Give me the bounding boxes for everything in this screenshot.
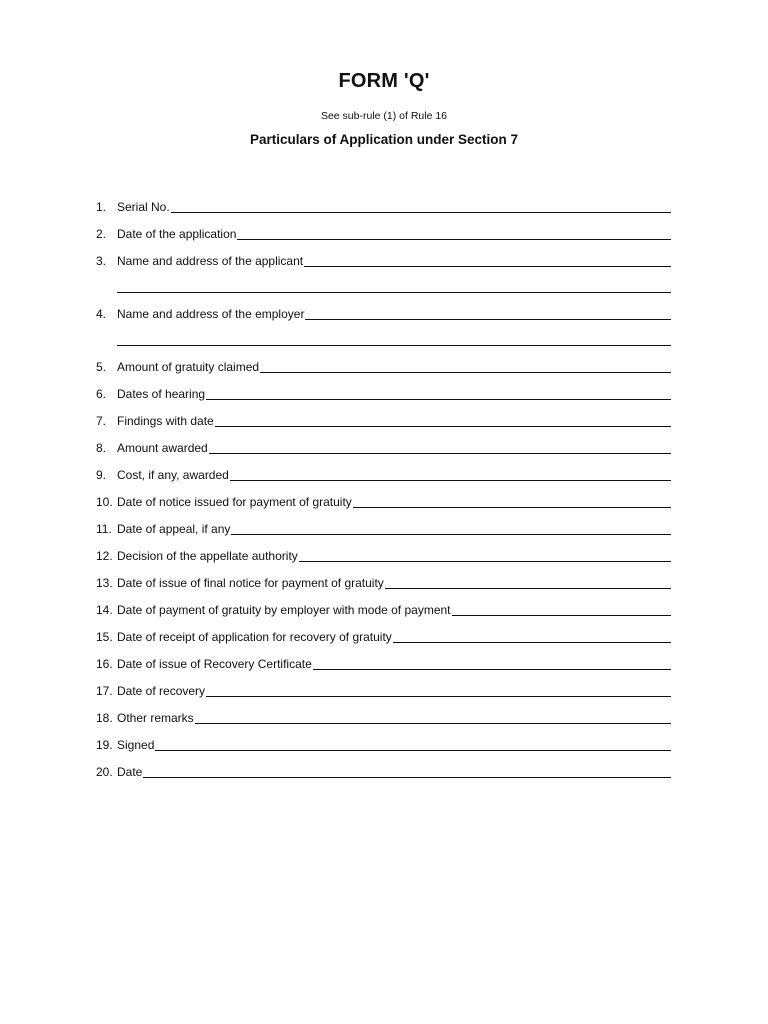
fill-line[interactable] (230, 467, 671, 481)
item-label: Findings with date (117, 414, 214, 428)
fill-line[interactable] (393, 629, 671, 643)
fill-line[interactable] (260, 359, 671, 373)
fill-line[interactable] (237, 226, 671, 240)
form-heading: Particulars of Application under Section 7 (249, 132, 519, 147)
form-item-dates-of-hearing (96, 374, 671, 401)
form-item-payment-date-mode (96, 590, 671, 617)
item-number: 1. (96, 200, 107, 214)
form-rule-reference: See sub-rule (1) of Rule 16 (320, 110, 448, 122)
fill-line[interactable] (209, 440, 671, 454)
item-label: Date of appeal, if any (117, 522, 231, 536)
item-number: 16. (96, 657, 113, 671)
fill-line[interactable] (452, 602, 672, 616)
item-number: 18. (96, 711, 113, 725)
fill-line[interactable] (143, 764, 671, 778)
fill-line[interactable] (215, 413, 671, 427)
item-number: 19. (96, 738, 113, 752)
item-label: Amount awarded (117, 441, 208, 455)
item-number: 14. (96, 603, 113, 617)
item-number: 2. (96, 227, 107, 241)
item-number: 7. (96, 414, 107, 428)
item-number: 13. (96, 576, 113, 590)
item-label: Date of issue of Recovery Certificate (117, 657, 312, 671)
item-label: Other remarks (117, 711, 194, 725)
item-label: Amount of gratuity claimed (117, 360, 260, 374)
fill-line[interactable] (206, 386, 671, 400)
fill-line[interactable] (171, 199, 671, 213)
item-number: 20. (96, 765, 113, 779)
item-label: Decision of the appellate authority (117, 549, 298, 563)
fill-line[interactable] (305, 306, 671, 320)
fill-line[interactable] (313, 656, 671, 670)
item-label: Date of recovery (117, 684, 206, 698)
form-item-date (96, 752, 671, 779)
item-number: 12. (96, 549, 113, 563)
fill-line[interactable] (385, 575, 671, 589)
form-title: FORM 'Q' (338, 70, 430, 92)
fill-line[interactable] (195, 710, 671, 724)
form-item-applicant-name-address (96, 241, 671, 268)
item-label: Date (117, 765, 143, 779)
form-item-final-notice-date (96, 563, 671, 590)
fill-line[interactable] (299, 548, 671, 562)
employer-continuation-line[interactable] (96, 321, 671, 347)
form-item-appellate-decision (96, 536, 671, 563)
fill-line[interactable] (117, 345, 671, 346)
item-label: Dates of hearing (117, 387, 206, 401)
form-item-serial-no (96, 187, 671, 214)
item-number: 15. (96, 630, 113, 644)
fill-line[interactable] (206, 683, 671, 697)
item-label: Name and address of the employer (117, 307, 305, 321)
fill-line[interactable] (304, 253, 671, 267)
item-label: Date of payment of gratuity by employer with mode of payment (117, 603, 451, 617)
item-label: Date of issue of final notice for payment of gratuity (117, 576, 384, 590)
item-number: 8. (96, 441, 107, 455)
item-number: 3. (96, 254, 107, 268)
item-label: Date of notice issued for payment of gratuity (117, 495, 352, 509)
form-item-recovery-certificate-date (96, 644, 671, 671)
item-number: 4. (96, 307, 107, 321)
item-label: Date of receipt of application for recovery of gratuity (117, 630, 392, 644)
item-label: Serial No. (117, 200, 170, 214)
form-item-cost-awarded (96, 455, 671, 482)
form-items-list (96, 187, 671, 779)
item-number: 5. (96, 360, 107, 374)
item-number: 9. (96, 468, 107, 482)
item-label: Signed (117, 738, 155, 752)
fill-line[interactable] (155, 737, 671, 751)
fill-line[interactable] (117, 292, 671, 293)
item-number: 17. (96, 684, 113, 698)
item-number: 6. (96, 387, 107, 401)
fill-line[interactable] (231, 521, 671, 535)
form-item-amount-awarded (96, 428, 671, 455)
form-item-signed (96, 725, 671, 752)
form-item-recovery-date (96, 671, 671, 698)
form-item-gratuity-claimed (96, 347, 671, 374)
item-label: Name and address of the applicant (117, 254, 304, 268)
item-label: Cost, if any, awarded (117, 468, 229, 482)
form-item-recovery-application-date (96, 617, 671, 644)
form-item-appeal-date (96, 509, 671, 536)
form-item-date-of-application (96, 214, 671, 241)
item-label: Date of the application (117, 227, 237, 241)
form-item-other-remarks (96, 698, 671, 725)
form-item-employer-name-address (96, 294, 671, 321)
item-number: 11. (96, 522, 112, 536)
form-item-notice-date (96, 482, 671, 509)
applicant-continuation-line[interactable] (96, 268, 671, 294)
item-number: 10. (96, 495, 113, 509)
fill-line[interactable] (353, 494, 671, 508)
form-item-findings-with-date (96, 401, 671, 428)
